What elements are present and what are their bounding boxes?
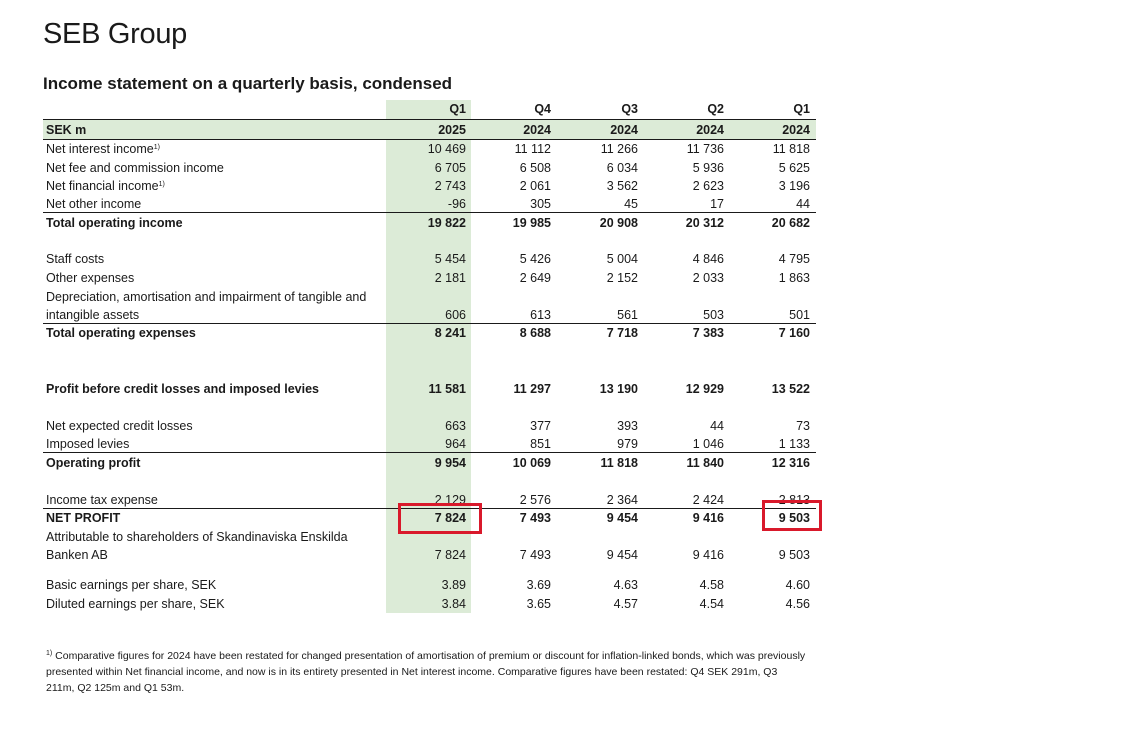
- value-cell: 561: [617, 308, 638, 322]
- value-cell: 4.56: [785, 597, 810, 611]
- value-cell: 2 424: [692, 493, 724, 507]
- value-cell: 11 736: [686, 142, 724, 156]
- value-cell: 7 493: [519, 548, 551, 562]
- value-cell: 3.84: [441, 597, 466, 611]
- row-label-attributable-line1: Attributable to shareholders of Skandinaviska Enskilda: [46, 530, 348, 544]
- col-year-2: 2024: [523, 123, 551, 137]
- value-cell: 20 312: [685, 216, 724, 230]
- value-cell: 6 705: [434, 161, 466, 175]
- row-label-levies: Imposed levies: [46, 437, 130, 451]
- highlight-box-q1-2024: [762, 500, 822, 531]
- value-cell: 8 241: [434, 326, 466, 340]
- row-label-basic-eps: Basic earnings per share, SEK: [46, 578, 217, 592]
- row-label-diluted-eps: Diluted earnings per share, SEK: [46, 597, 225, 611]
- current-quarter-shading: [386, 100, 471, 613]
- value-cell: 3 562: [606, 179, 638, 193]
- value-cell: -96: [447, 197, 466, 211]
- row-label-net-profit: NET PROFIT: [46, 511, 121, 525]
- row-label-operating-profit: Operating profit: [46, 456, 141, 470]
- value-cell: 613: [530, 308, 551, 322]
- value-cell: 6 034: [606, 161, 638, 175]
- value-cell: 979: [617, 437, 638, 451]
- value-cell: 13 190: [599, 382, 638, 396]
- value-cell: 5 625: [778, 161, 810, 175]
- value-cell: 2 649: [519, 271, 551, 285]
- value-cell: 3 196: [778, 179, 810, 193]
- value-cell: 6 508: [519, 161, 551, 175]
- value-cell: 1 863: [778, 271, 810, 285]
- row-label-staff: Staff costs: [46, 252, 105, 266]
- value-cell: 9 954: [434, 456, 466, 470]
- value-cell: 8 688: [519, 326, 551, 340]
- row-label-net-financial: Net financial income$^{1)}$: [46, 179, 165, 193]
- value-cell: 7 493: [519, 511, 551, 525]
- value-cell: 3.89: [441, 578, 466, 592]
- value-cell: 7 824: [434, 511, 466, 525]
- row-label-credit-losses: Net expected credit losses: [46, 419, 193, 433]
- value-cell: 11 266: [600, 142, 638, 156]
- value-cell: 11 297: [513, 382, 551, 396]
- value-cell: 7 824: [434, 548, 466, 562]
- value-cell: 3.69: [526, 578, 551, 592]
- value-cell: 10 069: [512, 456, 551, 470]
- col-quarter-3: Q3: [621, 102, 638, 116]
- value-cell: 2 129: [434, 493, 466, 507]
- value-cell: 2 364: [606, 493, 638, 507]
- value-cell: 44: [710, 419, 724, 433]
- col-year-1: 2025: [438, 123, 466, 137]
- value-cell: 305: [530, 197, 551, 211]
- value-cell: 3.65: [526, 597, 551, 611]
- value-cell: 7 160: [778, 326, 810, 340]
- value-cell: 9 454: [606, 548, 638, 562]
- value-cell: 11 818: [772, 142, 810, 156]
- col-quarter-1: Q1: [449, 102, 466, 116]
- value-cell: 4 795: [778, 252, 810, 266]
- row-label-net-other: Net other income: [46, 197, 142, 211]
- value-cell: 9 454: [606, 511, 638, 525]
- header-divider: [43, 119, 816, 120]
- subtotal-rule: [43, 212, 816, 213]
- value-cell: 5 454: [434, 252, 466, 266]
- value-cell: 964: [445, 437, 466, 451]
- highlight-box-q1-2025: [398, 503, 482, 534]
- row-label-depreciation-line1: Depreciation, amortisation and impairment of tangible and: [46, 290, 367, 304]
- footnote: $^{1)}$ Comparative figures for 2024 have been restated for changed presentation of amortisation of premium or discount for inflation-linked bonds, which was previously presented within Net financial income, and now is in its entirety presented in Net interest income. Comparative figures have been restated: Q4 SEK 291m, Q3 211m, Q2 125m and Q1 53m.: [46, 650, 806, 694]
- page-title: SEB Group: [43, 18, 187, 50]
- value-cell: 2 152: [606, 271, 638, 285]
- col-year-4: 2024: [696, 123, 724, 137]
- value-cell: 606: [445, 308, 466, 322]
- value-cell: 5 426: [519, 252, 551, 266]
- value-cell: 17: [710, 197, 724, 211]
- value-cell: 44: [796, 197, 810, 211]
- value-cell: 4.63: [613, 578, 638, 592]
- row-label-total-income: Total operating income: [46, 216, 183, 230]
- row-label-tax: Income tax expense: [46, 493, 158, 507]
- value-cell: 12 929: [685, 382, 724, 396]
- value-cell: 9 416: [692, 511, 724, 525]
- value-cell: 2 061: [519, 179, 551, 193]
- value-cell: 19 985: [512, 216, 551, 230]
- row-label-net-interest: Net interest income$^{1)}$: [46, 142, 160, 156]
- col-year-3: 2024: [610, 123, 638, 137]
- value-cell: 5 936: [692, 161, 724, 175]
- value-cell: 12 316: [771, 456, 810, 470]
- value-cell: 73: [796, 419, 810, 433]
- row-label-total-expenses: Total operating expenses: [46, 326, 196, 340]
- value-cell: 9 416: [692, 548, 724, 562]
- subtotal-rule: [43, 452, 816, 453]
- value-cell: 5 004: [606, 252, 638, 266]
- col-quarter-5: Q1: [793, 102, 810, 116]
- unit-label: SEK m: [46, 123, 87, 137]
- value-cell: 4 846: [692, 252, 724, 266]
- value-cell: 11 581: [428, 382, 466, 396]
- value-cell: 851: [530, 437, 551, 451]
- value-cell: 7 383: [692, 326, 724, 340]
- subtotal-rule: [43, 323, 816, 324]
- value-cell: 501: [789, 308, 810, 322]
- row-label-profit-before: Profit before credit losses and imposed levies: [46, 382, 320, 396]
- value-cell: 11 112: [514, 142, 551, 156]
- value-cell: 10 469: [427, 142, 466, 156]
- value-cell: 9 503: [778, 511, 810, 525]
- value-cell: 4.58: [699, 578, 724, 592]
- row-label-depreciation-line2: intangible assets: [46, 308, 140, 322]
- col-quarter-4: Q2: [707, 102, 724, 116]
- value-cell: 1 046: [692, 437, 724, 451]
- value-cell: 4.54: [699, 597, 724, 611]
- value-cell: 377: [530, 419, 551, 433]
- value-cell: 19 822: [427, 216, 466, 230]
- value-cell: 663: [445, 419, 466, 433]
- value-cell: 45: [624, 197, 638, 211]
- col-quarter-2: Q4: [534, 102, 551, 116]
- value-cell: 11 840: [686, 456, 724, 470]
- value-cell: 2 181: [434, 271, 466, 285]
- value-cell: 2 743: [434, 179, 466, 193]
- value-cell: 20 908: [599, 216, 638, 230]
- row-label-attributable-line2: Banken AB: [46, 548, 108, 562]
- value-cell: 20 682: [771, 216, 810, 230]
- value-cell: 2 033: [692, 271, 724, 285]
- value-cell: 9 503: [778, 548, 810, 562]
- table-title: Income statement on a quarterly basis, condensed: [43, 74, 453, 93]
- value-cell: 2 813: [778, 493, 810, 507]
- value-cell: 7 718: [606, 326, 638, 340]
- row-label-other-expenses: Other expenses: [46, 271, 135, 285]
- value-cell: 4.60: [785, 578, 810, 592]
- header-bottom-rule: [43, 139, 816, 140]
- value-cell: 11 818: [600, 456, 638, 470]
- value-cell: 4.57: [613, 597, 638, 611]
- value-cell: 503: [703, 308, 724, 322]
- value-cell: 1 133: [778, 437, 810, 451]
- row-label-net-fee: Net fee and commission income: [46, 161, 224, 175]
- value-cell: 2 576: [519, 493, 551, 507]
- value-cell: 2 623: [692, 179, 724, 193]
- value-cell: 393: [617, 419, 638, 433]
- col-year-5: 2024: [782, 123, 810, 137]
- value-cell: 13 522: [771, 382, 810, 396]
